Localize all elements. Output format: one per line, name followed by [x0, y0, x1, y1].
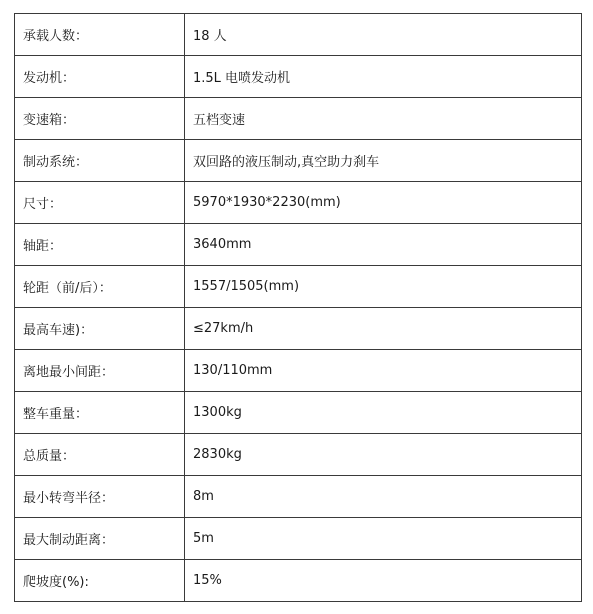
row-value: 5970*1930*2230(mm): [185, 182, 582, 224]
row-value: 1.5L 电喷发动机: [185, 56, 582, 98]
row-label: 轮距（前/后）：: [15, 266, 185, 308]
table-row: [15, 476, 582, 518]
row-label: 总质量：: [15, 434, 185, 476]
row-label: 最高车速)：: [15, 308, 185, 350]
row-label: 承载人数：: [15, 14, 185, 56]
row-value: 1300kg: [185, 392, 582, 434]
table-row: [15, 98, 582, 140]
row-value: ≤27km/h: [185, 308, 582, 350]
table-row: [15, 266, 582, 308]
row-value: 15%: [185, 560, 582, 602]
table-row: [15, 518, 582, 560]
table-row: [15, 350, 582, 392]
table-row: [15, 14, 582, 56]
spec-table: [14, 13, 582, 602]
row-label: 轴距：: [15, 224, 185, 266]
row-value: 130/110mm: [185, 350, 582, 392]
row-value: 五档变速: [185, 98, 582, 140]
row-value: 8m: [185, 476, 582, 518]
table-row: [15, 182, 582, 224]
row-label: 变速箱：: [15, 98, 185, 140]
row-label: 整车重量：: [15, 392, 185, 434]
row-label: 离地最小间距：: [15, 350, 185, 392]
row-value: 5m: [185, 518, 582, 560]
row-label: 爬坡度(%):: [15, 560, 185, 602]
table-row: [15, 140, 582, 182]
row-label: 尺寸：: [15, 182, 185, 224]
row-value: 2830kg: [185, 434, 582, 476]
table-row: [15, 56, 582, 98]
table-row: [15, 308, 582, 350]
row-value: 3640mm: [185, 224, 582, 266]
table-row: [15, 560, 582, 602]
table-row: [15, 224, 582, 266]
row-label: 制动系统：: [15, 140, 185, 182]
row-value: 双回路的液压制动,真空助力刹车: [185, 140, 582, 182]
table-row: [15, 392, 582, 434]
row-label: 最小转弯半径：: [15, 476, 185, 518]
row-value: 18 人: [185, 14, 582, 56]
row-label: 发动机：: [15, 56, 185, 98]
row-label: 最大制动距离：: [15, 518, 185, 560]
table-row: [15, 434, 582, 476]
row-value: 1557/1505(mm): [185, 266, 582, 308]
